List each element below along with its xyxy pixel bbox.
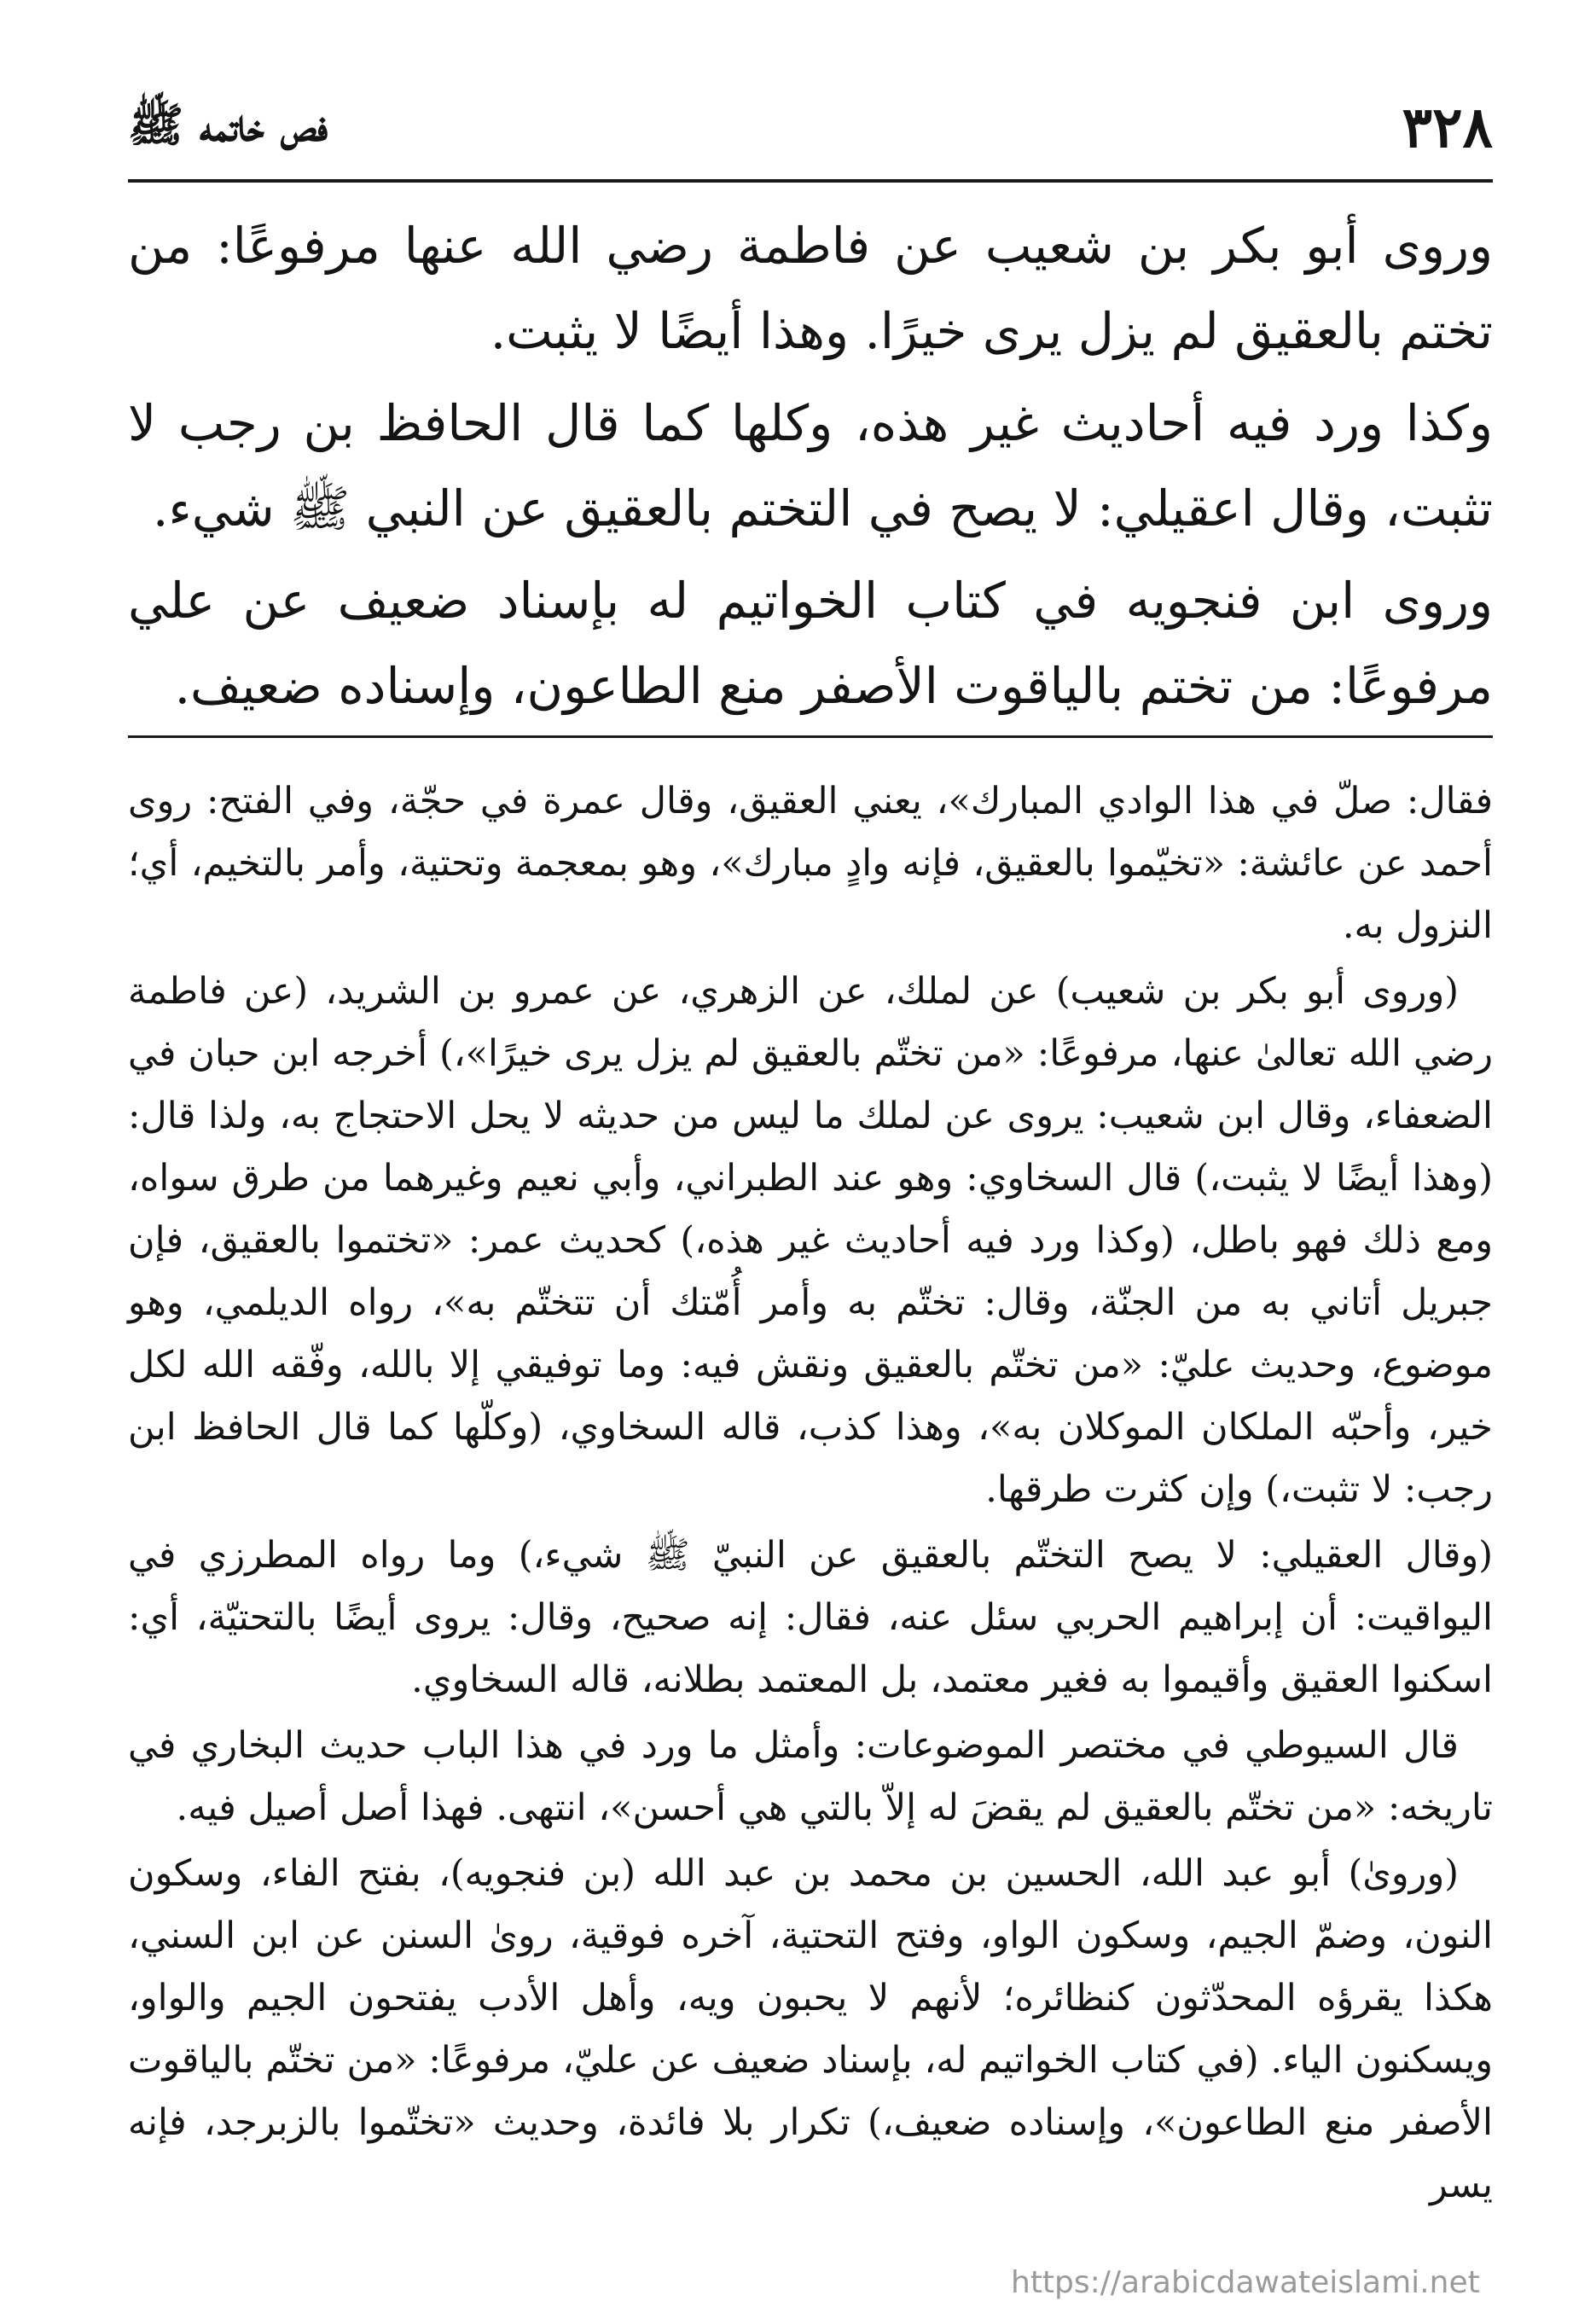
commentary-text bbox=[128, 770, 1493, 2217]
commentary-paragraph: فقال: صلّ في هذا الوادي المبارك»، يعني العقيق، وقال عمرة في حجّة، وفي الفتح: روى أحمد عن عائشة: «تخيّموا بالعقيق، فإنه وادٍ مبارك»، وهو بمعجمة وتحتية، وأمر بالتخيم، أي؛ النزول به. bbox=[128, 780, 1493, 947]
page-header bbox=[128, 85, 1493, 179]
main-text-paragraph: وكذا ورد فيه أحاديث غير هذه، وكلها كما قال الحافظ بن رجب لا تثبت، وقال اعقيلي: لا يصح في التختم بالعقيق عن النبي ﷺ شيء. bbox=[128, 394, 1493, 537]
main-text-paragraph: وروى ابن فنجويه في كتاب الخواتيم له بإسناد ضعيف عن علي مرفوعًا: من تختم بالياقوت الأصفر منع الطاعون، وإسناده ضعيف. bbox=[128, 572, 1493, 715]
section-divider bbox=[128, 735, 1493, 738]
main-text bbox=[128, 203, 1493, 729]
commentary-paragraph: (وقال العقيلي: لا يصح التختّم بالعقيق عن النبيّ ﷺ شيء،) وما رواه المطرزي في اليواقيت: أن إبراهيم الحربي سئل عنه، فقال: إنه صحيح، وقال: يروى أيضًا بالتحتيّة، أي: اسكنوا العقيق وأقيموا به فغير معتمد، بل المعتمد بطلانه، قاله السخاوي. bbox=[128, 1534, 1493, 1701]
header-rule bbox=[128, 179, 1493, 183]
commentary-paragraph: (وروى أبو بكر بن شعيب) عن لملك، عن الزهري، عن عمرو بن الشريد، (عن فاطمة رضي الله تعالىٰ عنها، مرفوعًا: «من تختّم بالعقيق لم يزل يرى خيرًا»،) أخرجه ابن حبان في الضعفاء، وقال ابن شعيب: يروى عن لملك ما ليس من حديثه لا يحل الاحتجاج به، ولذا قال: (وهذا أيضًا لا يثبت،) قال السخاوي: وهو عند الطبراني، وأبي نعيم وغيرهما من طرق سواه، ومع ذلك فهو باطل، (وكذا ورد فيه أحاديث غير هذه،) كحديث عمر: «تختموا بالعقيق، فإن جبريل أتاني به من الجنّة، وقال: تختّم به وأمر أُمّتك أن تتختّم به»، رواه الديلمي، وهو موضوع، وحديث عليّ: «من تختّم بالعقيق ونقش فيه: وما توفيقي إلا بالله، وفّقه الله لكل خير، وأحبّه الملكان الموكلان به»، وهذا كذب، قاله السخاوي، (وكلّها كما قال الحافظ ابن رجب: لا تثبت،) وإن كثرت طرقها. bbox=[128, 970, 1494, 1511]
commentary-paragraph: قال السيوطي في مختصر الموضوعات: وأمثل ما ورد في هذا الباب حديث البخاري في تاريخه: «من تختّم بالعقيق لم يقضَ له إلاّ بالتي هي أحسن»، انتهى. فهذا أصل أصيل فيه. bbox=[128, 1724, 1493, 1829]
main-text-paragraph: وروى أبو بكر بن شعيب عن فاطمة رضي الله عنها مرفوعًا: من تختم بالعقيق لم يزل يرى خيرًا. وهذا أيضًا لا يثبت. bbox=[128, 217, 1493, 360]
commentary-paragraph: (وروىٰ) أبو عبد الله، الحسين بن محمد بن عبد الله (بن فنجويه)، بفتح الفاء، وسكون النون، وضمّ الجيم، وسكون الواو، وفتح التحتية، آخره فوقية، روىٰ السنن عن ابن السني، هكذا يقرؤه المحدّثون كنظائره؛ لأنهم لا يحبون ويه، وأهل الأدب يفتحون الجيم والواو، ويسكنون الياء. (في كتاب الخواتيم له، بإسناد ضعيف عن عليّ، مرفوعًا: «من تختّم بالياقوت الأصفر منع الطاعون»، وإسناده ضعيف،) تكرار بلا فائدة، وحديث «تختّموا بالزبرجد، فإنه يسر bbox=[128, 1852, 1493, 2206]
page-number: ٣٢٨ bbox=[1402, 94, 1493, 160]
watermark-url: https://arabicdawateislami.net bbox=[1011, 2265, 1480, 2300]
running-title: فص خاتمه ﷺ bbox=[128, 97, 328, 152]
book-page bbox=[128, 85, 1493, 2220]
